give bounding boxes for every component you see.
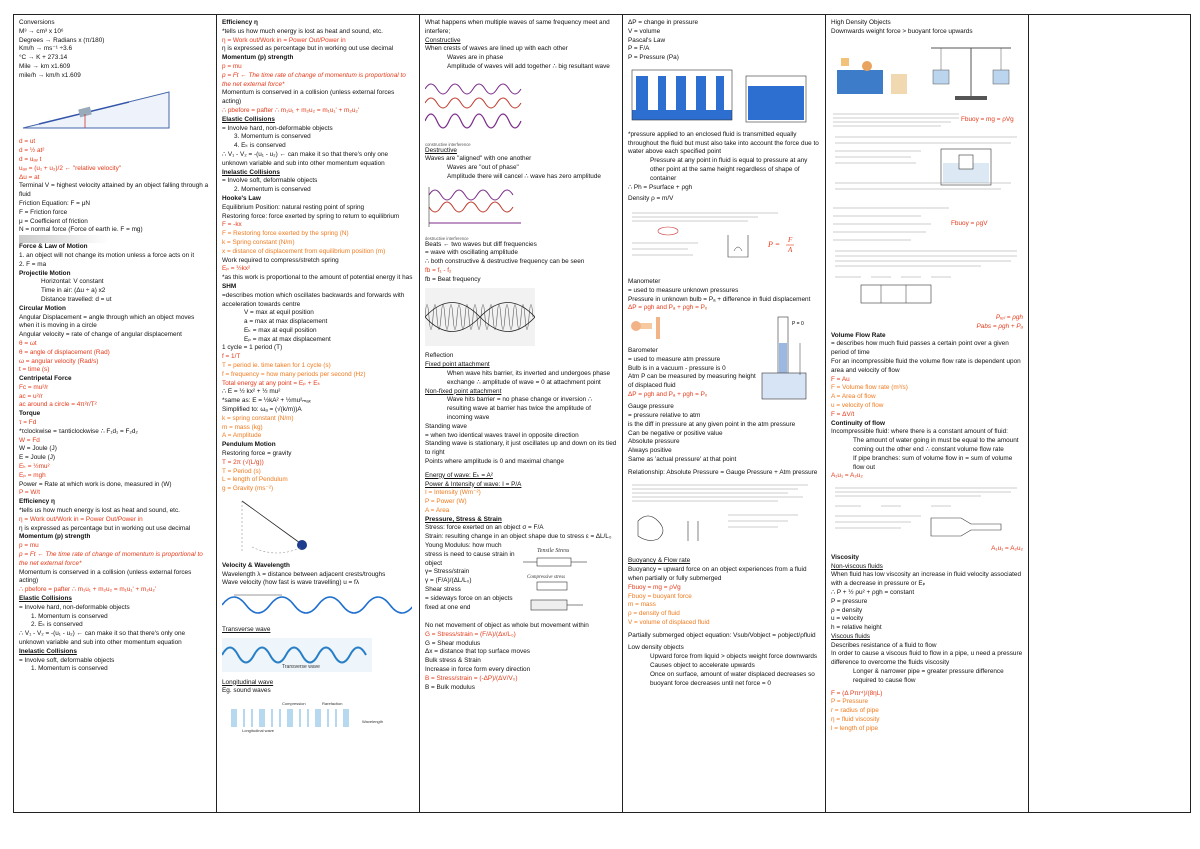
destructive-figure [425, 185, 525, 229]
flow-line: F = ΔV/t [831, 410, 855, 418]
fig-label: Longitudinal wave [242, 728, 275, 734]
section-title: Volume Flow Rate [831, 331, 886, 339]
section-title: Elastic Collisions [222, 115, 275, 123]
pascal-line: P = F/A [628, 45, 650, 53]
standing-line: Standing wave is stationary, it just oscillates up and down on its tied to right [425, 440, 617, 457]
elastic-line: 2. Eₖ is conserved [31, 621, 83, 629]
efficiency-line: *tells us how much energy is lost as heat and sound, etc. [222, 27, 383, 35]
inelastic-line: 2. Momentum is conserved [234, 186, 311, 194]
torque-line: Eₖ = ½mu² [19, 463, 50, 471]
conversion-line: Degrees → Radians x (π/180) [19, 36, 105, 44]
terminal-velocity-text: Terminal V = highest velocity attained by an object falling through a fluid [19, 182, 209, 199]
conversion-line: mile/h → km/h x1.609 [19, 71, 81, 79]
conversion-line: Km/h → ms⁻¹ ÷3.6 [19, 45, 73, 53]
torque-line: E = Joule (J) [19, 454, 56, 462]
shear-line: = sideways force on an objects fixed at one end [425, 594, 513, 611]
constructive-line: When crests of waves are lined up with each other [425, 45, 568, 53]
section-title: High Density Objects [831, 19, 891, 26]
section-title: Efficiency η [222, 19, 258, 26]
flow-line: For an incompressible fluid the volume flow rate is dependent upon area and velocity of flow [831, 357, 1021, 374]
fixed-text: When wave hits barrier, its inverted and undergoes phase exchange ∴ amplitude of wave = 0 at attachment point [447, 369, 611, 386]
relationship-line: Relationship: Absolute Pressure = Gauge Pressure + Atm pressure [628, 468, 818, 476]
flow-line: = describes how much fluid passes a certain point over a given period of time [831, 340, 1009, 357]
pressure-note-line: Pabs = ρgh + Pₐ [976, 322, 1023, 330]
momentum-line: p = mu [19, 542, 39, 550]
gauge-line: = pressure relative to atm [628, 411, 701, 419]
shm-line: Eₚ = max at max displacement [244, 335, 331, 343]
standing-line: Points where amplitude is 0 and maximal change [425, 457, 564, 465]
newton-law: 1. an object will not change its motion unless a force acts on it [19, 251, 195, 259]
beats-figure [425, 288, 535, 346]
pendulum-line: L = length of Pendulum [222, 476, 288, 484]
low-line: Once on surface, amount of water displaced decreases so buoyant force decreases until net force = 0 [650, 670, 815, 687]
flow-line: F = Volume flow rate (m³/s) [831, 384, 908, 392]
shm-line: T = period ie. time taken for 1 cycle (s) [222, 362, 331, 370]
nonviscous-line: ρ = density [831, 606, 863, 614]
nonviscous-line: ∴ P + ½ ρu² + ρgh = constant [831, 588, 915, 596]
section-title: Velocity & Wavelength [222, 561, 290, 569]
constructive-line: Waves are in phase [447, 54, 504, 62]
flow-line: F = Au [831, 375, 850, 383]
barometer-line: Atm P can be measured by measuring height of displaced fluid [628, 373, 756, 390]
power-line: P = W/t [19, 489, 41, 497]
momentum-line: Momentum is conserved in a collision (unless external forces acting) [19, 568, 192, 585]
elastic-line: = Involve hard, non-deformable objects [222, 124, 333, 132]
circular-text: Angular velocity = rate of change of angular displacement [19, 331, 182, 339]
elastic-line: ∴ V₁ - V₂ = -(u₁ - u₂) ← can make it so that there's only one unknown variable and sub into other momentum equation [19, 630, 186, 646]
conversion-line: M³ → cm³ x 10⁶ [19, 27, 64, 35]
high-line: Downwards weight force > buoyant force upwards [831, 27, 973, 35]
section-title: Elastic Collisions [19, 595, 72, 603]
shm-line: ∴ E = ½ kx² + ½ mu² [222, 388, 281, 396]
momentum-line: ∴ pbefore = pafter ∴ m₁u₁ + m₂u₂ = m₁u₁' + m₂u₂' [222, 106, 360, 114]
pressure-line: V = volume [628, 27, 661, 35]
pressure-line: Stress: force exerted on an object σ = F/A [425, 524, 544, 532]
column-4 [623, 15, 826, 812]
equation: d = uₐᵥ t [19, 155, 42, 163]
worked-example-figure [831, 247, 1021, 307]
momentum-line: Momentum is conserved in a collision (unless external forces acting) [222, 89, 395, 106]
barometer-line: = used to measure atm pressure [628, 355, 721, 363]
low-line: Causes object to accelerate upwards [650, 662, 755, 670]
pressure-worked-figure [628, 481, 818, 551]
equation: Δu = at [19, 173, 40, 181]
section-title: Torque [19, 410, 41, 418]
inelastic-line: = Involve soft, deformable objects [19, 656, 115, 664]
section-title: Inelastic Collisions [222, 168, 280, 176]
power-title: Power & Intensity of wave: I = P/A [425, 480, 522, 488]
flow-line: u = velocity of flow [831, 401, 884, 409]
poiseuille-line: P = Pressure [831, 698, 869, 706]
partial-equation: Partially submerged object equation: Vsub/Vobject = ρobject/ρfluid [628, 631, 816, 639]
subsection-title: Non-viscous fluids [831, 562, 883, 570]
angular-line: ω = angular velocity (Rad/s) [19, 357, 99, 365]
figure-caption: constructive interference [425, 141, 471, 147]
pendulum-line: Restoring force = gravity [222, 450, 292, 458]
buoyancy-line: ρ = density of fluid [628, 610, 680, 618]
viscous-line: In order to cause a viscous fluid to flow in a pipe, u need a pressure difference to overcome the fluids viscosity [831, 650, 1023, 667]
elastic-line: = Involve hard, non-deformable objects [19, 603, 130, 611]
section-title: Pendulum Motion [222, 441, 276, 449]
fbuoy2-equation: Fbuoy = ρgV [951, 219, 988, 227]
wavelength-figure [222, 591, 412, 619]
torque-line: W = Joule (J) [19, 445, 57, 453]
manometer-line: ΔP = ρgh and Pₐ + ρgh = Pₓ [628, 304, 707, 312]
shear-line: G = Shear modulus [425, 639, 481, 647]
pressure-note [831, 314, 1023, 332]
buoyancy-line: Fbuoy = mg = ρVg [628, 583, 681, 591]
gauge-line: Always positive [628, 447, 672, 455]
bulk-line: B = Bulk modulus [425, 683, 475, 691]
poiseuille-line: l = length of pipe [831, 724, 879, 732]
gauge-line: Can be negative or positive value [628, 429, 723, 437]
section-title: Hooke's Law [222, 194, 261, 202]
pendulum-line: T = 2π (√(L/g)) [222, 458, 264, 466]
hooke-line: Work required to compress/stretch spring [222, 256, 339, 264]
torque-line: W = Fd [19, 436, 40, 444]
young-block [425, 542, 617, 622]
projectile-line: Time in air: (Δu ÷ a) x2 [41, 287, 106, 295]
section-title: Buoyancy & Flow rate [628, 557, 691, 565]
manometer-figure [628, 313, 688, 343]
fraction-numerator: F [788, 236, 793, 245]
subsection-title: Viscous fluids [831, 632, 870, 640]
momentum-line: p = Ft ← The time rate of change of momentum is proportional to the net external force* [19, 551, 203, 567]
inelastic-line: 1. Momentum is conserved [31, 665, 108, 673]
friction-line: μ = Coefficient of friction [19, 217, 88, 225]
continuity-line: If pipe branches: sum of volume flow in = sum of volume flow out [853, 454, 1013, 471]
shm-line: m = mass (kg) [222, 423, 263, 431]
buoyancy-line: Buoyancy = upward force on an object experiences from a fluid when partially or fully submerged [628, 566, 807, 582]
shm-line: 1 cycle = 1 period (T) [222, 344, 283, 352]
gauge-line: is the diff in pressure at any given point in the atm pressure [628, 420, 796, 428]
beats-line: fb = f₁ - f₂ [425, 266, 452, 274]
pressure-note-line: Pᵣₑₗ = ρgh [995, 313, 1023, 321]
angular-line: t = time (s) [19, 366, 50, 374]
shm-line: f = frequency = how many periods per second (Hz) [222, 370, 366, 378]
pressure-line: γ = (F/A)/(ΔL/L₀) [425, 577, 472, 585]
friction-line: Friction Equation: F = μN [19, 199, 90, 207]
hooke-line: *as this work is proportional to the amount of potential energy it has [222, 274, 413, 282]
poiseuille-line: F = (Δ Pπr⁴)/(8ηL) [831, 689, 883, 697]
column-5 [826, 15, 1029, 812]
pressure-line: γ= Stress/strain [425, 568, 470, 576]
projectile-line: Distance travelled: d = ut [41, 295, 112, 303]
torque-line: τ = Fd [19, 419, 37, 427]
stress-figure [517, 542, 607, 622]
fig-label: Transverse wave [282, 663, 320, 670]
hooke-line: Eₚ = ½kx² [222, 265, 251, 273]
fig-label: Wavelength [362, 719, 383, 725]
barometer-text [628, 313, 756, 400]
conversion-line: Mile → km x1.609 [19, 62, 71, 70]
friction-line: N = normal force (Force of earth ie. F = mg) [19, 226, 143, 234]
destructive-line: Amplitude there will cancel ∴ wave has zero amplitude [447, 172, 601, 180]
energy-title: Energy of wave: Eₖ = A² [425, 471, 493, 479]
pendulum-figure [222, 497, 342, 555]
shm-line: A = Amplitude [222, 432, 262, 440]
beats-line: ∴ both constructive & destructive frequency can be seen [425, 258, 585, 266]
efficiency-line: η = Work out/Work in = Power Out/Power in [19, 515, 143, 523]
centripetal-line: ac = u²/r [19, 392, 43, 400]
density-title: Density ρ = m/V [628, 195, 674, 203]
section-title: Low density objects [628, 644, 684, 652]
section-title: Force & Law of Motion [19, 243, 88, 251]
bulk-line: B = Stress/strain = (-ΔP)/(ΔV/V₀) [425, 674, 518, 682]
shm-line: V = max at equil position [244, 309, 314, 317]
pressure-line: ΔP = change in pressure [628, 19, 699, 26]
standing-line: = when two identical waves travel in opposite direction [425, 431, 579, 439]
efficiency-line: η is expressed as percentage but in working out use decimal [222, 45, 394, 53]
section-title: Inelastic Collisions [19, 647, 77, 655]
viscous-line: Describes resistance of a fluid to flow [831, 641, 937, 649]
torque-line: *τclockwise = τanticlockwise ∴ F₁d₁ = F₂d₂ [19, 427, 138, 435]
fig-label: Compressive stress [527, 575, 566, 581]
inelastic-line: = Involve soft, deformable objects [222, 177, 318, 185]
continuity-side: A₁u₁ = A₂u₂ [991, 544, 1023, 552]
hooke-line: F = -kx [222, 221, 242, 229]
section-title: Momentum (p) strength [19, 533, 91, 541]
conversions-title: Conversions [19, 19, 55, 26]
continuity-line: The amount of water going in must be equal to the amount coming out the other end ∴ constant volume flow rate [853, 437, 1019, 453]
fig-label: Compression [282, 701, 306, 707]
section-title: Constructive [425, 36, 461, 44]
section-title: Momentum (p) strength [222, 54, 294, 62]
column-2 [217, 15, 420, 812]
pascal-figure [628, 66, 818, 124]
fig-label: Tensile Stress [537, 548, 570, 555]
torque-line: Eₚ = mgh [19, 471, 46, 479]
shm-line: k = spring constant (N/m) [222, 414, 294, 422]
circular-text: Angular Displacement = angle through which an object moves when it is moving in a circle [19, 313, 195, 330]
momentum-line: ∴ pbefore = pafter ∴ m₁u₁ + m₂u₂ = m₁u₁' + m₂u₂' [19, 586, 157, 594]
viscous-bullet: Longer & narrower pipe = greater pressure difference required to cause flow [853, 668, 1004, 684]
beats-line: Beats ← two waves but diff frequencies [425, 240, 537, 248]
power-line: I = Intensity (Wm⁻²) [425, 489, 481, 497]
shm-line: Eₖ = max at equil position [244, 326, 317, 334]
section-title: Pressure, Stress & Strain [425, 515, 502, 523]
transverse-wave-figure [222, 638, 372, 672]
density-worked-figure [628, 207, 818, 271]
hooke-line: x = distance of displacement from equilibrium position (m) [222, 247, 386, 255]
section-title: Centripetal Force [19, 375, 72, 383]
incline-figure [19, 84, 209, 132]
nonviscous-line: P = pressure [831, 597, 868, 605]
poiseuille-line: r = radius of pipe [831, 707, 879, 715]
section-title: Manometer [628, 277, 661, 285]
projectile-line: Horizontal: V constant [41, 278, 104, 286]
section-title: Standing wave [425, 422, 467, 430]
continuity-line: Incompressible fluid: where there is a constant amount of fluid: [831, 428, 1008, 436]
shm-line: Simplified to: ωₐ = (√(k/m))A [222, 406, 302, 414]
manometer-line: Pressure in unknown bulb = Pₐ + difference in fluid displacement [628, 295, 811, 303]
centripetal-line: ac around a circle = 4π²r/T² [19, 401, 97, 409]
shear-line: No net movement of object as whole but movement within [425, 622, 589, 630]
centripetal-line: Fc = mu²/r [19, 383, 49, 391]
equation: d = ut [19, 138, 36, 146]
column-6 [1029, 15, 1190, 812]
velocity-line: Wavelength λ = distance between adjacent crests/troughs [222, 570, 386, 578]
power-line: Power = Rate at which work is done, measured in (W) [19, 480, 172, 488]
manometer-line: = used to measure unknown pressures [628, 286, 739, 294]
section-title: Viscosity [831, 553, 859, 561]
hooke-line: k = Spring constant (N/m) [222, 238, 295, 246]
destructive-line: Waves are "aligned" with one another [425, 155, 532, 163]
worked-example-figure [831, 133, 1021, 197]
section-title: SHM [222, 282, 237, 290]
subsection-title: Non-fixed point attachment [425, 387, 502, 395]
figure-caption: destructive interference [425, 235, 469, 241]
efficiency-line: η is expressed as percentage but in working out use decimal [19, 524, 191, 532]
longitudinal-wave-figure [222, 699, 412, 733]
hooke-line: Equilibrium Position: natural resting point of spring [222, 203, 365, 211]
beats-line: fb = Beat frequency [425, 275, 481, 283]
column-1 [14, 15, 217, 812]
barometer-figure [756, 313, 816, 403]
elastic-line: 1. Momentum is conserved [31, 612, 108, 620]
elastic-line: 3. Momentum is conserved [234, 133, 311, 141]
hooke-line: Restoring force: force exerted by spring to return to equilibrium [222, 212, 400, 220]
fbuoy-row [831, 110, 1023, 130]
fbuoy2-row [831, 204, 1023, 244]
pendulum-line: T = Period (s) [222, 467, 261, 475]
low-line: Upward force from liquid > objects weight force downwards [650, 653, 818, 661]
beats-line: = wave with oscillating amplitude [425, 249, 518, 257]
conversion-line: °C → K + 273.14 [19, 54, 68, 62]
buoyancy-line: m = mass [628, 601, 656, 609]
nonviscous-line: u = velocity [831, 615, 864, 623]
pressure-line: Strain: resulting change in an object shape due to stress ε = ΔL/L₀ [425, 533, 612, 541]
section-title: Continuity of flow [831, 419, 885, 427]
nonfixed-text: Wave hits barrier = no phase change or inversion ∴ resulting wave at barrier has twice the amplitude of incoming wave [447, 396, 593, 421]
pascal-note: *pressure applied to an enclosed fluid is transmitted equally throughout the fluid but must also take into account the force due to water above each specified point [628, 130, 819, 156]
equation: d = ½ at² [19, 147, 45, 155]
interference-intro: What happens when multiple waves of same frequency meet and interfere; [425, 19, 610, 35]
fbuoy-equation: Fbuoy = mg = ρVg [961, 115, 1014, 123]
equation: uₐᵥ = (u₁ + u₂)/2 ← "relative velocity" [19, 164, 122, 172]
cheat-sheet [13, 14, 1191, 813]
section-title: Projectile Motion [19, 269, 71, 277]
section-title: Destructive [425, 146, 457, 154]
constructive-figure [425, 75, 525, 135]
efficiency-line: η = Work out/Work in = Power Out/Power in [222, 36, 346, 44]
section-title: Pascal's Law [628, 36, 666, 44]
flow-line: A = Area of flow [831, 393, 876, 401]
section-title: Efficiency η [19, 498, 55, 506]
friction-figure [19, 235, 169, 243]
destructive-line: Waves are "out of phase" [447, 164, 519, 172]
shear-line: Δx = distance that top surface moves [425, 648, 530, 656]
angular-line: θ = angle of displacement (Rad) [19, 348, 110, 356]
shm-line: *same as: E = ½kA² + ½mu²ₘₐₓ [222, 397, 311, 405]
worked-text [831, 204, 951, 244]
continuity-equation: A₁u₁ = A₂u₂ [831, 472, 863, 480]
poiseuille-line: η = fluid viscosity [831, 716, 880, 724]
shm-line: =describes motion which oscillates backwards and forwards with acceleration towards centre [222, 291, 405, 308]
gauge-line: Same as 'actual pressure' at that point [628, 455, 737, 463]
section-title: Barometer [628, 346, 658, 354]
worked-text [831, 110, 961, 130]
pendulum-line: g = Gravity (ms⁻²) [222, 485, 274, 493]
pascal-bullet: Pressure at any point in fluid is equal to pressure at any other point at the same height regardless of shape of container [650, 157, 808, 182]
transverse-label: Transverse wave [222, 626, 271, 634]
momentum-line: p = mu [222, 62, 242, 70]
hooke-line: F = Restoring force exerted by the spring (N) [222, 230, 349, 238]
barometer-block [628, 313, 820, 403]
pressure-line: Young Modulus: how much stress is need to cause strain in object [425, 542, 515, 567]
nonviscous-line: When fluid has low viscosity an increase in fluid velocity associated with a decrease in pressure or Eₚ [831, 571, 1022, 588]
buoyancy-line: V = volume of displaced fluid [628, 618, 710, 626]
section-title: Circular Motion [19, 304, 66, 312]
buoyancy-figure [831, 40, 1021, 104]
longitudinal-label: Longitudinal wave [222, 678, 274, 686]
subsection-title: Shear stress [425, 586, 461, 594]
shm-line: a = max at max displacement [244, 318, 328, 326]
section-title: Reflection [425, 352, 454, 360]
gauge-line: Absolute pressure [628, 438, 680, 446]
constructive-line: Amplitude of waves will add together ∴ big resultant wave [447, 62, 610, 70]
young-text [425, 542, 517, 622]
pascal-line: P = Pressure (Pa) [628, 54, 679, 62]
power-line: P = Power (W) [425, 498, 467, 506]
longitudinal-eg: Eg. sound waves [222, 687, 271, 695]
section-title: Bulk stress & Strain [425, 657, 481, 665]
column-3 [420, 15, 623, 812]
shear-line: G = Stress/strain = (F/A)/(Δx/L₀) [425, 630, 516, 638]
buoyancy-line: Fbuoy = buoyant force [628, 592, 692, 600]
elastic-line: ∴ V₁ - V₂ = -(u₁ - u₂) ← can make it so that there's only one unknown variable and sub into other momentum equation [222, 150, 389, 167]
friction-line: F = Friction force [19, 208, 68, 216]
barometer-line: ΔP = ρgh and Pₐ + ρgh = Pₓ [628, 390, 707, 398]
nonviscous-line: h = relative height [831, 624, 882, 632]
continuity-worked-figure [831, 484, 1021, 538]
ph-line: ∴ Ph = Psurface + ρgh [628, 183, 693, 191]
svg-text:P =: P = [768, 240, 781, 250]
momentum-line: p = Ft ← The time rate of change of momentum is proportional to the net external force* [222, 71, 406, 88]
shm-line: f = 1/T [222, 353, 241, 361]
fraction-denominator: A [788, 246, 793, 255]
shm-line: Total energy at any point = Eₚ + Eₖ [222, 379, 321, 387]
angular-line: θ = ωt [19, 339, 37, 347]
barometer-line: Bulb is in a vacuum - pressure is 0 [628, 364, 726, 372]
section-title: Gauge pressure [628, 403, 674, 411]
efficiency-line: *tells us how much energy is lost as heat and sound, etc. [19, 507, 180, 515]
elastic-line: 4. Eₖ is conserved [234, 142, 286, 150]
fig-label: Rarefaction [322, 701, 343, 707]
subsection-title: Fixed point attachment [425, 361, 490, 369]
newton-law: 2. F = ma [19, 260, 47, 268]
velocity-line: Wave velocity (how fast is wave travelling) u = fλ [222, 579, 360, 587]
power-line: A = Area [425, 506, 450, 514]
svg-text:P = 0: P = 0 [792, 321, 804, 328]
bulk-line: Increase in force form every direction [425, 666, 531, 674]
